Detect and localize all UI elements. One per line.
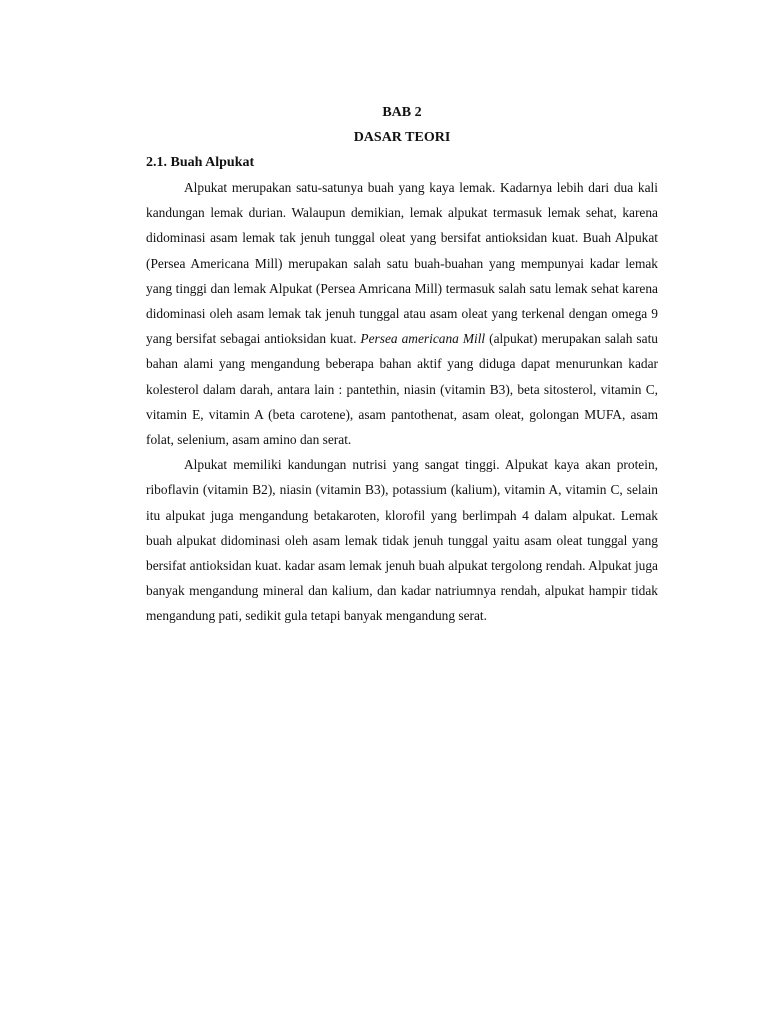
paragraph-1-italic-species-name: Persea americana Mill xyxy=(360,331,486,347)
page-content xyxy=(146,100,658,629)
body-paragraph-2: Alpukat memiliki kandungan nutrisi yang sangat tinggi. Alpukat kaya akan protein, riboflavin (vitamin B2), niasin (vitamin B3), potassium (kalium), vitamin A, vitamin C, selain itu alpukat juga mengandung betakaroten, klorofil yang berlimpah 4 dalam alpukat. Lemak buah alpukat didominasi oleh asam lemak tidak jenuh tunggal yaitu asam oleat tunggal yang bersifat antioksidan kuat. kadar asam lemak jenuh buah alpukat tergolong rendah. Alpukat juga banyak mengandung mineral dan kalium, dan kadar natriumnya rendah, alpukat hampir tidak mengandung pati, sedikit gula tetapi banyak mengandung serat. xyxy=(146,457,658,624)
chapter-number: BAB 2 xyxy=(382,105,422,120)
paragraph-1-text-part-1: Alpukat merupakan satu-satunya buah yang kaya lemak. Kadarnya lebih dari dua kali kandungan lemak durian. Walaupun demikian, lemak alpukat termasuk lemak sehat, karena didominasi asam lemak tak jenuh tunggal oleat yang bersifat antioksidan kuat. Buah Alpukat (Persea Americana Mill) merupakan salah satu buah-buahan yang mempunyai kadar lemak yang tinggi dan lemak Alpukat (Persea Amricana Mill) termasuk salah satu lemak sehat karena didominasi oleh asam lemak tak jenuh tunggal atau asam oleat yang terkenal dengan omega 9 yang bersifat sebagai antioksidan kuat. xyxy=(146,180,658,347)
body-paragraph-1 xyxy=(146,175,658,452)
paragraph-1-text-part-2: (alpukat) merupakan salah satu bahan alami yang mengandung beberapa bahan aktif yang diduga dapat menurunkan kadar kolesterol dalam darah, antara lain : pantethin, niasin (vitamin B3), beta sitosterol, vitamin C, vitamin E, vitamin A (beta carotene), asam pantothenat, asam oleat, golongan MUFA, asam folat, selenium, asam amino dan serat. xyxy=(146,331,658,448)
chapter-title: DASAR TEORI xyxy=(353,130,451,145)
section-heading: 2.1. Buah Alpukat xyxy=(146,155,255,170)
